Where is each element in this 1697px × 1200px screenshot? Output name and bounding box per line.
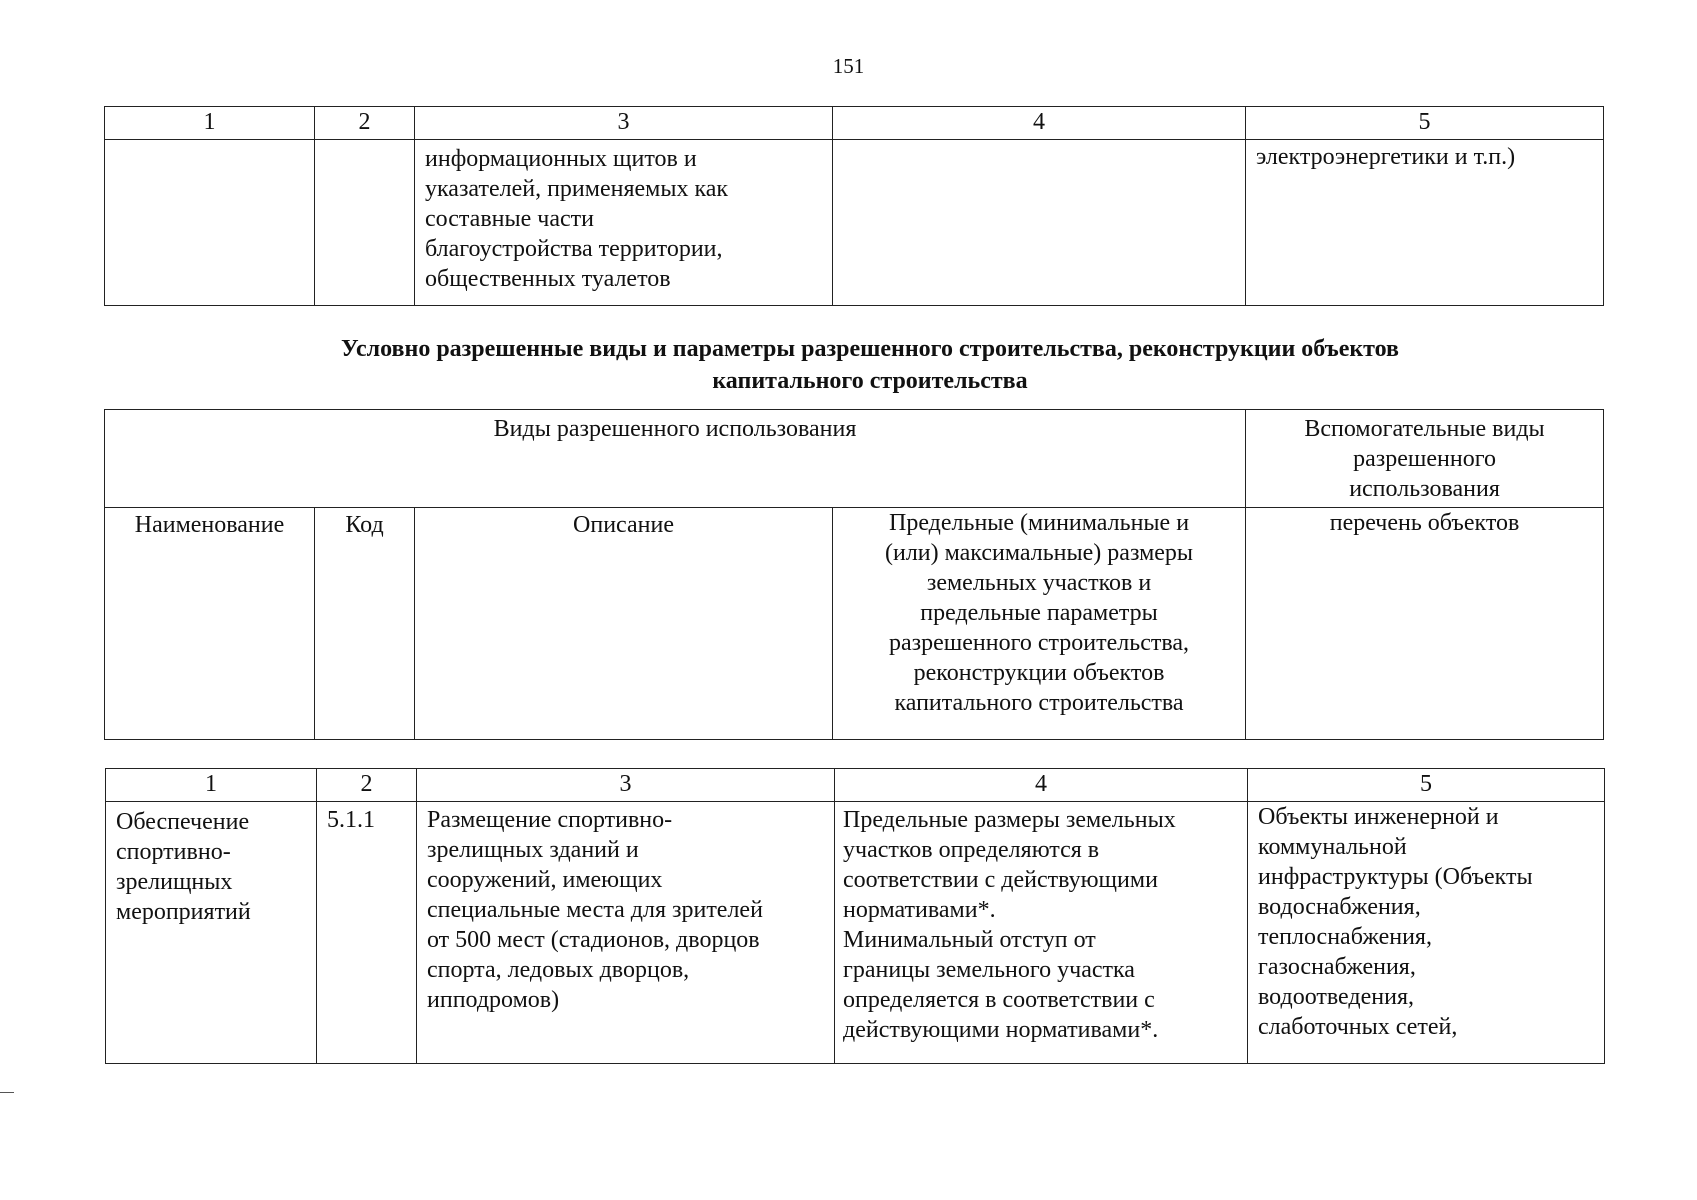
column-number: 1 [105,107,315,140]
table-row [106,802,1605,1064]
cell-name: Обеспечение спортивно- зрелищных мероприятий [106,802,317,1064]
column-number: 4 [835,769,1248,802]
column-number: 4 [833,107,1246,140]
cell-parameters: Предельные размеры земельных участков определяются в соответствии с действующими нормативами*. Минимальный отступ от границы земельного участка определяется в соответствии с действующими нормативами*. [835,802,1248,1064]
section-heading: Условно разрешенные виды и параметры разрешенного строительства, реконструкции объектов капитального строительства [340,336,1400,394]
table-body [105,768,1605,1064]
column-header-objects: перечень объектов [1246,508,1604,740]
column-header-description: Описание [415,508,833,740]
cell-description: Размещение спортивно- зрелищных зданий и сооружений, имеющих специальные места для зрителей от 500 мест (стадионов, дворцов спорта, ледовых дворцов, ипподромов) [417,802,835,1064]
table-row [105,140,1604,306]
cell-objects: Объекты инженерной и коммунальной инфраструктуры (Объекты водоснабжения, теплоснабжения, газоснабжения, водоотведения, слаботочных сетей, [1248,802,1605,1064]
column-number: 5 [1248,769,1605,802]
cell-parameters [833,140,1246,306]
page-number: 151 [832,54,865,78]
column-number: 1 [106,769,317,802]
aux-header: Вспомогательные виды разрешенного использования [1246,410,1604,508]
cell-code [315,140,415,306]
column-header-code: Код [315,508,415,740]
cell-objects: электроэнергетики и т.п.) [1246,140,1604,306]
column-header-name: Наименование [105,508,315,740]
column-number: 2 [315,107,415,140]
column-header-parameters: Предельные (минимальные и (или) максимальные) размеры земельных участков и предельные параметры разрешенного строительства, реконструкции объектов капитального строительства [833,508,1246,740]
table-header [104,409,1604,740]
table-continuation [104,106,1604,306]
table-header-row [106,769,1605,802]
cell-code: 5.1.1 [317,802,417,1064]
scan-edge-mark [0,1092,14,1093]
column-number: 3 [415,107,833,140]
column-number: 5 [1246,107,1604,140]
column-number: 2 [317,769,417,802]
cell-name [105,140,315,306]
table-header-row [105,107,1604,140]
group-header: Виды разрешенного использования [105,410,1246,508]
cell-description: информационных щитов и указателей, применяемых как составные части благоустройства территории, общественных туалетов [415,140,833,306]
column-number: 3 [417,769,835,802]
